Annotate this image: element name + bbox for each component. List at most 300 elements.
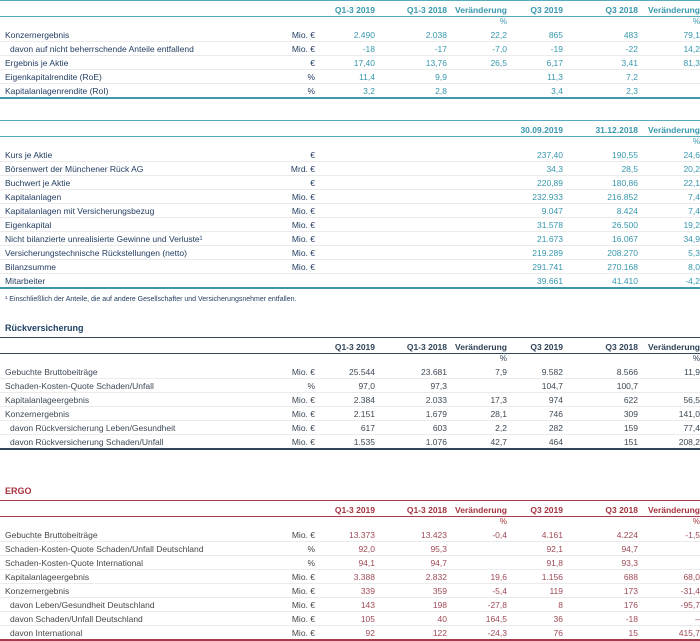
row-label: Konzernergebnis — [0, 407, 260, 421]
cell-value: 15 — [563, 626, 638, 641]
table-row — [0, 542, 700, 556]
cell-value: 164,5 — [447, 612, 507, 626]
cell-value: -17 — [375, 42, 447, 56]
row-label: Konzernergebnis — [0, 584, 260, 598]
table-row — [0, 570, 700, 584]
cell-value — [315, 274, 375, 289]
row-unit: % — [260, 542, 315, 556]
ergo-table — [0, 500, 700, 641]
cell-value: 105 — [315, 612, 375, 626]
row-label: Kurs je Aktie — [5, 149, 53, 160]
cell-value: 216.852 — [563, 190, 638, 204]
cell-value: 141,0 — [638, 407, 700, 421]
column-header-spacer — [260, 121, 315, 137]
column-header: Veränderung — [648, 341, 700, 352]
cell-value — [315, 260, 375, 274]
row-label: davon Schaden/Unfall Deutschland — [0, 612, 260, 626]
row-label: davon Rückversicherung Leben/Gesundheit — [0, 421, 260, 435]
column-header — [375, 121, 447, 137]
cell-value: 14,2 — [638, 42, 700, 56]
percent-unit — [315, 517, 375, 529]
cell-value: 220,89 — [507, 176, 563, 190]
cell-value: 94,7 — [563, 542, 638, 556]
column-header: Veränderung — [648, 4, 700, 15]
column-header: Q3 2019 — [530, 504, 563, 515]
cell-value: 291.741 — [507, 260, 563, 274]
cell-value: 36 — [507, 612, 563, 626]
row-unit: Mio. € — [260, 204, 315, 218]
cell-value: 39.661 — [507, 274, 563, 289]
cell-value — [375, 232, 447, 246]
cell-value: -24,3 — [447, 626, 507, 641]
cell-value: -4,2 — [638, 274, 700, 289]
cell-value: 8.566 — [616, 366, 638, 377]
column-header — [447, 121, 507, 137]
row-unit: % — [260, 556, 315, 570]
section-title-reinsurance: Rückversicherung — [5, 323, 84, 333]
table-row — [0, 379, 700, 393]
cell-value: 21.673 — [507, 232, 563, 246]
percent-unit: % — [499, 354, 507, 363]
row-unit: € — [310, 149, 315, 160]
cell-value: 3,4 — [507, 84, 563, 99]
cell-value: 97,0 — [315, 379, 375, 393]
cell-value — [375, 274, 447, 289]
percent-unit-spacer — [260, 17, 315, 29]
cell-value: 8.424 — [563, 204, 638, 218]
percent-unit — [507, 137, 563, 149]
cell-value: 151 — [563, 435, 638, 450]
cell-value: 2,2 — [447, 421, 507, 435]
percent-unit — [507, 354, 563, 366]
cell-value: 16.067 — [563, 232, 638, 246]
cell-value: 91,8 — [507, 556, 563, 570]
reinsurance-table — [0, 337, 700, 450]
percent-unit: % — [692, 137, 700, 146]
column-header-spacer — [260, 1, 315, 17]
cell-value: 208.270 — [563, 246, 638, 260]
cell-value: 9.047 — [507, 204, 563, 218]
percent-unit: % — [499, 517, 507, 526]
cell-value: -18 — [563, 612, 638, 626]
cell-value: 483 — [623, 29, 638, 40]
cell-value — [638, 542, 700, 556]
row-label: Nicht bilanzierte unrealisierte Gewinne und Verluste¹ — [0, 232, 260, 246]
cell-value: 8 — [507, 598, 563, 612]
row-unit: Mio. € — [291, 529, 315, 540]
percent-unit: % — [692, 354, 700, 363]
cell-value: 2.038 — [425, 29, 447, 40]
percent-unit-spacer — [0, 17, 260, 29]
row-unit: Mio. € — [260, 612, 315, 626]
balance-sheet-figures-section — [0, 120, 700, 289]
cell-value: 617 — [315, 421, 375, 435]
percent-unit — [447, 137, 507, 149]
table-row — [0, 274, 700, 289]
cell-value: 119 — [507, 584, 563, 598]
cell-value — [447, 148, 507, 162]
cell-value — [375, 190, 447, 204]
cell-value: 7,4 — [638, 190, 700, 204]
table-row — [0, 528, 700, 542]
cell-value: 7,4 — [638, 204, 700, 218]
cell-value: 19,6 — [447, 570, 507, 584]
cell-value: 122 — [375, 626, 447, 641]
cell-value: 100,7 — [563, 379, 638, 393]
row-label: davon Rückversicherung Schaden/Unfall — [0, 435, 260, 450]
cell-value: 4.161 — [541, 529, 563, 540]
percent-unit-spacer — [260, 354, 315, 366]
table-row — [0, 407, 700, 421]
cell-value: 94,1 — [315, 556, 375, 570]
table-row — [0, 218, 700, 232]
cell-value: 219.289 — [507, 246, 563, 260]
percent-unit-spacer — [260, 137, 315, 149]
row-label: Schaden-Kosten-Quote Schaden/Unfall Deutschland — [0, 542, 260, 556]
cell-value: 40 — [375, 612, 447, 626]
percent-unit — [315, 137, 375, 149]
cell-value: 190,55 — [612, 149, 638, 160]
cell-value: 24,6 — [683, 149, 700, 160]
percent-unit-spacer — [0, 137, 260, 149]
row-unit: % — [260, 84, 315, 99]
cell-value: 94,7 — [375, 556, 447, 570]
cell-value: 41.410 — [563, 274, 638, 289]
percent-unit-spacer — [0, 354, 260, 366]
table-row — [0, 42, 700, 56]
reinsurance-section — [0, 324, 700, 450]
table-row — [0, 260, 700, 274]
row-label: Schaden-Kosten-Quote International — [0, 556, 260, 570]
cell-value — [447, 542, 507, 556]
cell-value: 5,3 — [638, 246, 700, 260]
row-unit: Mio. € — [260, 626, 315, 641]
column-header-spacer — [0, 121, 260, 137]
row-unit: Mio. € — [291, 29, 315, 40]
table-row — [0, 162, 700, 176]
cell-value: 603 — [375, 421, 447, 435]
percent-unit — [507, 517, 563, 529]
cell-value — [638, 379, 700, 393]
cell-value: 2.832 — [375, 570, 447, 584]
row-unit: % — [260, 70, 315, 84]
cell-value — [315, 232, 375, 246]
cell-value: 56,5 — [638, 393, 700, 407]
cell-value: 20,2 — [638, 162, 700, 176]
cell-value: -95,7 — [638, 598, 700, 612]
row-label: Ergebnis je Aktie — [0, 56, 260, 70]
cell-value: 180,86 — [563, 176, 638, 190]
row-label: Konzernergebnis — [5, 29, 70, 40]
row-unit: Mio. € — [291, 366, 315, 377]
table-row — [0, 612, 700, 626]
cell-value — [315, 162, 375, 176]
cell-value: -22 — [563, 42, 638, 56]
table-row — [0, 393, 700, 407]
ergo-section — [0, 487, 700, 641]
row-label: Kapitalanlageergebnis — [0, 570, 260, 584]
percent-unit — [375, 17, 447, 29]
column-header: 30.09.2019 — [520, 124, 563, 135]
table-row — [0, 204, 700, 218]
cell-value: -18 — [315, 42, 375, 56]
cell-value: -7,0 — [447, 42, 507, 56]
table-row — [0, 598, 700, 612]
cell-value: 97,3 — [375, 379, 447, 393]
row-label: Kapitalanlageergebnis — [0, 393, 260, 407]
cell-value: 95,3 — [375, 542, 447, 556]
cell-value — [447, 218, 507, 232]
percent-unit — [563, 137, 638, 149]
cell-value: 11,3 — [507, 70, 563, 84]
table-row — [0, 84, 700, 99]
cell-value: 79,1 — [683, 29, 700, 40]
cell-value: -1,5 — [685, 529, 700, 540]
column-header: Q1-3 2019 — [334, 504, 375, 515]
cell-value: 13.373 — [349, 529, 375, 540]
cell-value: 25.544 — [349, 366, 375, 377]
cell-value: 8,0 — [638, 260, 700, 274]
row-label: Gebuchte Bruttobeiträge — [5, 366, 98, 377]
row-label: Schaden-Kosten-Quote Schaden/Unfall — [0, 379, 260, 393]
column-header-spacer — [0, 501, 260, 517]
cell-value: 17,3 — [447, 393, 507, 407]
row-label: Buchwert je Aktie — [0, 176, 260, 190]
cell-value: 9,9 — [375, 70, 447, 84]
column-header-spacer — [260, 338, 315, 354]
table-row — [0, 556, 700, 570]
cell-value — [638, 84, 700, 99]
cell-value: 282 — [507, 421, 563, 435]
cell-value: 237,40 — [537, 149, 563, 160]
cell-value: 92 — [315, 626, 375, 641]
percent-unit — [375, 354, 447, 366]
table-row — [0, 365, 700, 379]
cell-value: 26.500 — [563, 218, 638, 232]
cell-value — [447, 204, 507, 218]
row-unit: Mio. € — [260, 407, 315, 421]
table-row — [0, 56, 700, 70]
row-unit: Mio. € — [260, 260, 315, 274]
table-row — [0, 435, 700, 450]
cell-value: 464 — [507, 435, 563, 450]
cell-value: 232.933 — [507, 190, 563, 204]
section-title-ergo: ERGO — [5, 486, 32, 496]
row-unit: Mio. € — [260, 232, 315, 246]
percent-unit — [315, 354, 375, 366]
group-key-figures-section — [0, 0, 700, 99]
row-unit: Mio. € — [260, 598, 315, 612]
cell-value: 28,5 — [563, 162, 638, 176]
cell-value: 93,3 — [563, 556, 638, 570]
table-row — [0, 70, 700, 84]
cell-value: 22,2 — [490, 29, 507, 40]
percent-unit: % — [692, 17, 700, 26]
cell-value: 3,2 — [315, 84, 375, 99]
cell-value: 7,9 — [495, 366, 507, 377]
percent-unit — [315, 17, 375, 29]
cell-value: 34,9 — [638, 232, 700, 246]
cell-value: 68,0 — [638, 570, 700, 584]
row-unit: % — [260, 379, 315, 393]
cell-value: 173 — [563, 584, 638, 598]
percent-unit-spacer — [0, 517, 260, 529]
cell-value — [315, 246, 375, 260]
column-header: Veränderung — [455, 504, 507, 515]
cell-value: 34,3 — [507, 162, 563, 176]
cell-value — [447, 260, 507, 274]
column-header — [315, 121, 375, 137]
table-row — [0, 584, 700, 598]
percent-unit — [563, 517, 638, 529]
cell-value: 1.679 — [375, 407, 447, 421]
cell-value — [447, 274, 507, 289]
cell-value — [447, 70, 507, 84]
cell-value — [447, 84, 507, 99]
column-header: Q3 2019 — [530, 341, 563, 352]
cell-value: 688 — [563, 570, 638, 584]
row-label: Kapitalanlagen — [0, 190, 260, 204]
cell-value: 31.578 — [507, 218, 563, 232]
cell-value: 208,2 — [638, 435, 700, 450]
column-header: Veränderung — [455, 341, 507, 352]
cell-value: 1.535 — [315, 435, 375, 450]
column-header: Veränderung — [648, 504, 700, 515]
table-row — [0, 176, 700, 190]
row-unit — [260, 274, 315, 289]
cell-value — [315, 204, 375, 218]
cell-value: 159 — [563, 421, 638, 435]
cell-value: 974 — [507, 393, 563, 407]
cell-value: 11,9 — [684, 366, 700, 377]
percent-unit — [563, 354, 638, 366]
cell-value: 26,5 — [447, 56, 507, 70]
cell-value: 3.388 — [315, 570, 375, 584]
row-unit: Mio. € — [260, 42, 315, 56]
row-unit: Mio. € — [260, 570, 315, 584]
cell-value: 2,8 — [375, 84, 447, 99]
cell-value: 143 — [315, 598, 375, 612]
cell-value: 415,7 — [638, 626, 700, 641]
cell-value — [447, 190, 507, 204]
row-label: davon auf nicht beherrschende Anteile entfallend — [0, 42, 260, 56]
row-unit: Mio. € — [260, 435, 315, 450]
cell-value — [447, 379, 507, 393]
row-label: davon Leben/Gesundheit Deutschland — [0, 598, 260, 612]
row-label: Eigenkapital — [0, 218, 260, 232]
cell-value: 198 — [375, 598, 447, 612]
cell-value — [315, 218, 375, 232]
cell-value: 1.076 — [375, 435, 447, 450]
row-unit: € — [260, 56, 315, 70]
cell-value: -0,4 — [492, 529, 507, 540]
cell-value — [375, 218, 447, 232]
cell-value: 2.490 — [353, 29, 375, 40]
cell-value: 13.423 — [421, 529, 447, 540]
cell-value: 7,2 — [563, 70, 638, 84]
cell-value: 4.224 — [616, 529, 638, 540]
cell-value: 6,17 — [507, 56, 563, 70]
cell-value — [447, 246, 507, 260]
table-row — [0, 232, 700, 246]
table-row — [0, 148, 700, 162]
cell-value: 270.168 — [563, 260, 638, 274]
table-row — [0, 246, 700, 260]
cell-value: 339 — [315, 584, 375, 598]
cell-value: 81,3 — [638, 56, 700, 70]
cell-value: 104,7 — [507, 379, 563, 393]
cell-value — [315, 190, 375, 204]
cell-value: 9.582 — [541, 366, 563, 377]
row-unit: Mio. € — [260, 190, 315, 204]
cell-value: 76 — [507, 626, 563, 641]
cell-value: 77,4 — [638, 421, 700, 435]
column-header: Q1-3 2019 — [334, 341, 375, 352]
cell-value — [447, 162, 507, 176]
column-header: Q3 2018 — [605, 341, 638, 352]
row-unit: Mio. € — [260, 246, 315, 260]
row-label: Bilanzsumme — [0, 260, 260, 274]
table-row — [0, 190, 700, 204]
cell-value — [375, 246, 447, 260]
cell-value: 19,2 — [638, 218, 700, 232]
row-unit: Mio. € — [260, 584, 315, 598]
cell-value: 92,1 — [507, 542, 563, 556]
cell-value: 17,40 — [315, 56, 375, 70]
cell-value: 2,3 — [563, 84, 638, 99]
row-label: Kapitalanlagenrendite (RoI) — [0, 84, 260, 99]
cell-value: 11,4 — [315, 70, 375, 84]
column-header: Veränderung — [455, 4, 507, 15]
column-header: Q1-3 2018 — [406, 504, 447, 515]
row-unit: Mio. € — [260, 421, 315, 435]
column-header: Q1-3 2018 — [406, 341, 447, 352]
row-label: Mitarbeiter — [0, 274, 260, 289]
cell-value — [447, 176, 507, 190]
cell-value: -27,8 — [447, 598, 507, 612]
row-label: Versicherungstechnische Rückstellungen (netto) — [0, 246, 260, 260]
cell-value: 22,1 — [638, 176, 700, 190]
table-row — [0, 626, 700, 641]
group-key-figures-table — [0, 0, 700, 99]
row-label: Börsenwert der Münchener Rück AG — [0, 162, 260, 176]
cell-value — [447, 556, 507, 570]
column-header: Q1-3 2019 — [334, 4, 375, 15]
column-header: Q1-3 2018 — [406, 4, 447, 15]
percent-unit: % — [499, 17, 507, 26]
cell-value: 865 — [548, 29, 563, 40]
cell-value: 359 — [375, 584, 447, 598]
cell-value — [447, 232, 507, 246]
balance-sheet-figures-table — [0, 120, 700, 289]
row-label: Eigenkapitalrendite (RoE) — [0, 70, 260, 84]
percent-unit — [563, 17, 638, 29]
column-header: Q3 2018 — [605, 504, 638, 515]
footnote: ¹ Einschließlich der Anteile, die auf andere Gesellschafter und Versicherungsnehmer entfallen. — [5, 296, 297, 303]
cell-value — [638, 70, 700, 84]
table-row — [0, 28, 700, 42]
cell-value: 2.384 — [315, 393, 375, 407]
column-header-spacer — [0, 338, 260, 354]
cell-value — [315, 176, 375, 190]
cell-value — [375, 204, 447, 218]
percent-unit — [375, 517, 447, 529]
row-unit: € — [260, 176, 315, 190]
cell-value: 1.156 — [507, 570, 563, 584]
percent-unit — [507, 17, 563, 29]
cell-value — [375, 162, 447, 176]
row-unit: Mio. € — [260, 393, 315, 407]
